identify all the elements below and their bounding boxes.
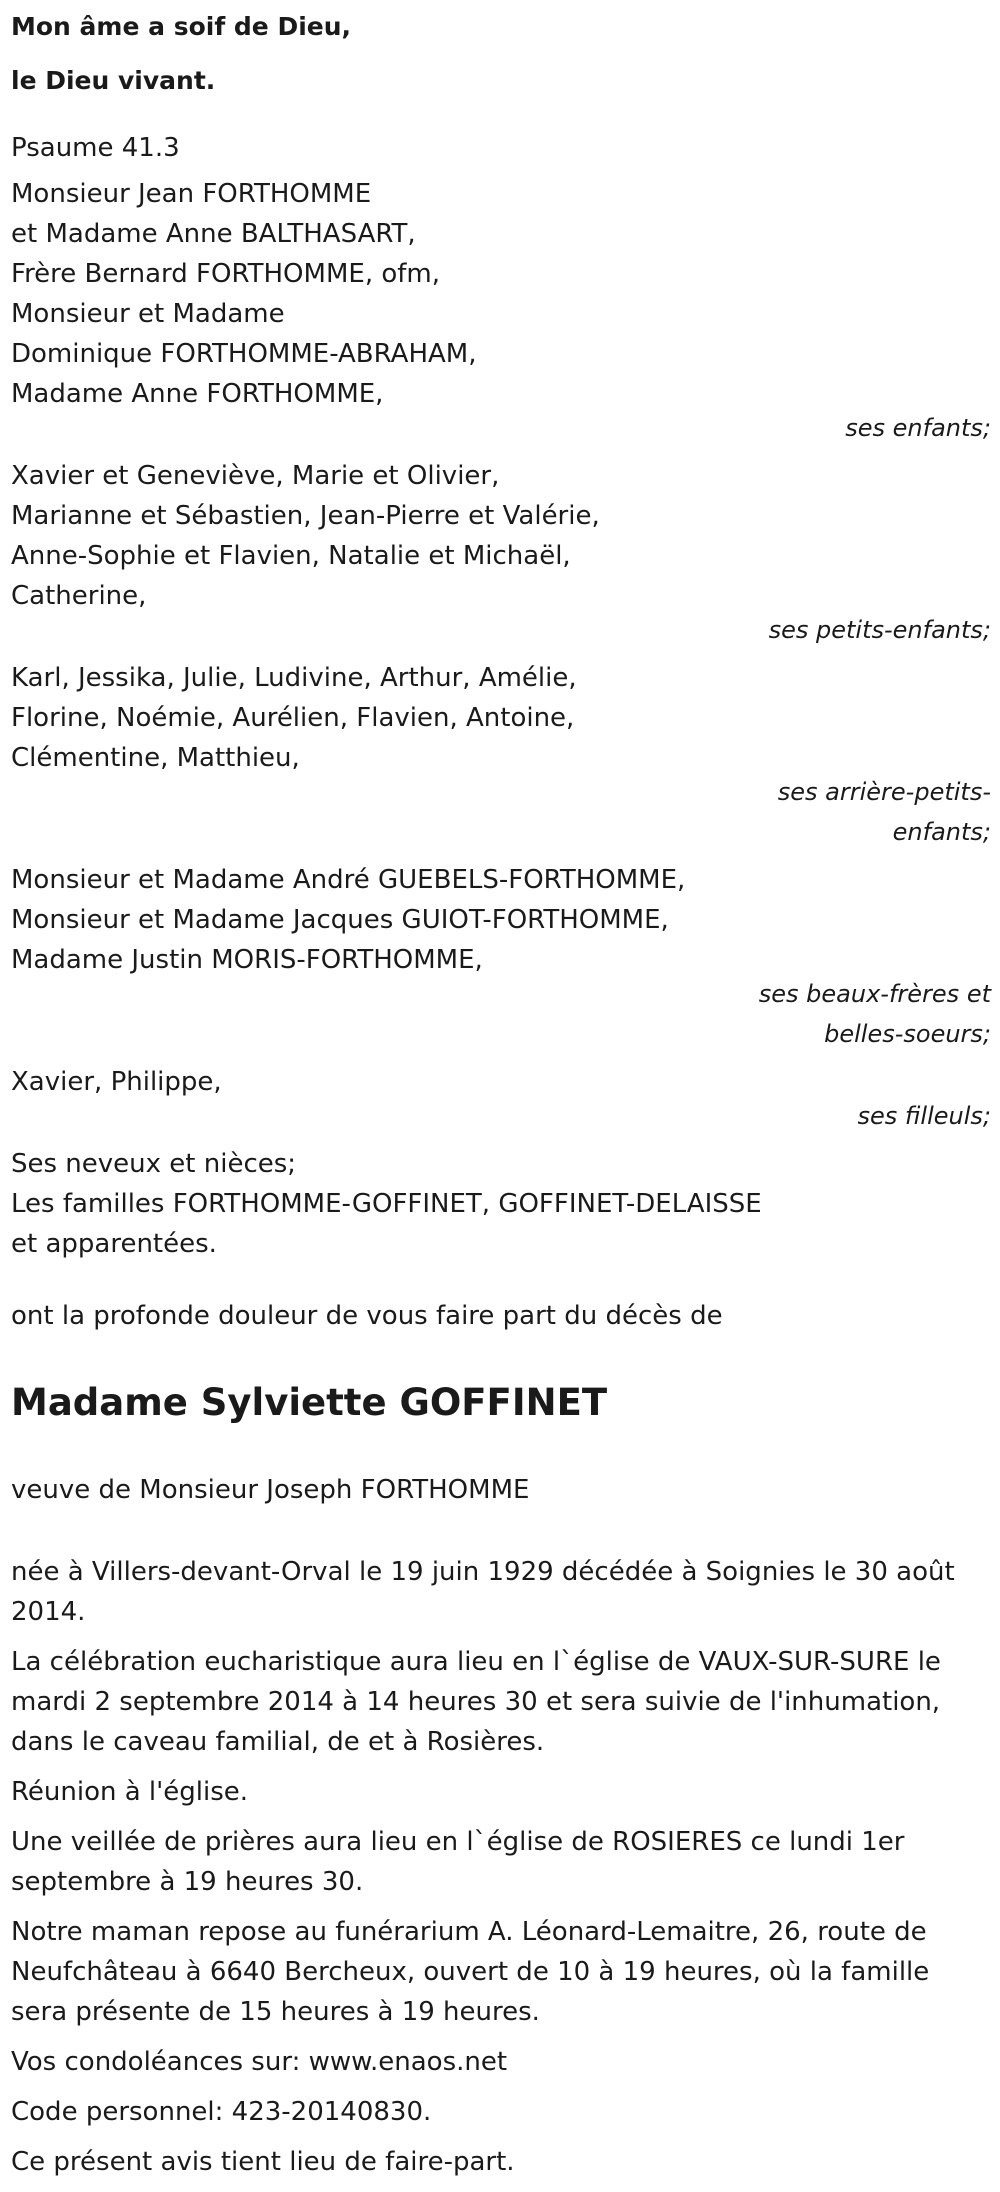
relation-line: ses arrière-petits- — [777, 778, 991, 806]
family-name-line: Madame Anne FORTHOMME, — [11, 379, 384, 409]
detail-line: Une veillée de prières aura lieu en l`église de ROSIERES ce lundi 1er — [11, 1827, 905, 1857]
deceased-name: Madame Sylviette GOFFINET — [11, 1381, 608, 1424]
relation-line: belles-soeurs; — [824, 1020, 991, 1048]
relation-line: ses filleuls; — [857, 1102, 991, 1130]
detail-line: Neufchâteau à 6640 Bercheux, ouvert de 10 à 19 heures, où la famille — [11, 1957, 930, 1987]
relation-line: ses enfants; — [845, 414, 991, 442]
detail-line: La célébration eucharistique aura lieu en l`église de VAUX-SUR-SURE le — [11, 1647, 941, 1677]
family-name-line: Xavier et Geneviève, Marie et Olivier, — [11, 461, 500, 491]
detail-line: dans le caveau familial, de et à Rosières. — [11, 1727, 545, 1757]
family-group-grandchildren — [11, 456, 991, 616]
detail-paragraph — [11, 1912, 991, 2032]
family-group-great-grandchildren — [11, 658, 991, 778]
personal-code-line: Code personnel: 423-20140830. — [11, 2097, 432, 2127]
detail-paragraph — [11, 1552, 991, 1632]
relation-label — [11, 974, 991, 1054]
detail-paragraph — [11, 1822, 991, 1902]
detail-paragraph — [11, 1772, 991, 1812]
family-name-line: Monsieur et Madame — [11, 299, 285, 329]
detail-line: sera présente de 15 heures à 19 heures. — [11, 1997, 540, 2027]
detail-paragraph — [11, 1642, 991, 1762]
epigraph-line: Mon âme a soif de Dieu, — [11, 12, 352, 41]
epigraph-line: le Dieu vivant. — [11, 66, 216, 95]
detail-line: septembre à 19 heures 30. — [11, 1867, 364, 1897]
condolences-line: Vos condoléances sur: www.enaos.net — [11, 2047, 508, 2077]
family-name-line: Madame Justin MORIS-FORTHOMME, — [11, 945, 483, 975]
family-name-line: Catherine, — [11, 581, 147, 611]
family-name-line: Monsieur et Madame Jacques GUIOT-FORTHOMME, — [11, 905, 669, 935]
relation-line: ses beaux-frères et — [758, 980, 991, 1008]
detail-line: 2014. — [11, 1597, 86, 1627]
family-closing-line: et apparentées. — [11, 1229, 217, 1259]
announcement-intro: ont la profonde douleur de vous faire part du décès de — [11, 1301, 723, 1331]
detail-line: née à Villers-devant-Orval le 19 juin 1929 décédée à Soignies le 30 août — [11, 1557, 955, 1587]
family-closing — [11, 1144, 991, 1264]
family-name-line: Marianne et Sébastien, Jean-Pierre et Valérie, — [11, 501, 600, 531]
family-closing-line: Ses neveux et nièces; — [11, 1149, 297, 1179]
family-name-line: Monsieur Jean FORTHOMME — [11, 179, 372, 209]
family-name-line: Anne-Sophie et Flavien, Natalie et Michaël, — [11, 541, 571, 571]
relation-label — [11, 1096, 991, 1136]
relation-label — [11, 408, 991, 448]
widow-of: veuve de Monsieur Joseph FORTHOMME — [11, 1475, 530, 1505]
family-name-line: Frère Bernard FORTHOMME, ofm, — [11, 259, 440, 289]
family-group-children — [11, 174, 991, 414]
relation-label — [11, 772, 991, 852]
epigraph — [11, 0, 991, 108]
detail-line: Réunion à l'église. — [11, 1777, 249, 1807]
detail-paragraph — [11, 2042, 991, 2082]
detail-paragraph — [11, 2142, 991, 2182]
relation-label — [11, 610, 991, 650]
psalm-reference: Psaume 41.3 — [11, 133, 180, 163]
family-name-line: Dominique FORTHOMME-ABRAHAM, — [11, 339, 477, 369]
obituary-notice — [11, 0, 991, 2192]
family-name-line: Clémentine, Matthieu, — [11, 743, 300, 773]
family-group-in-laws — [11, 860, 991, 980]
detail-paragraph — [11, 2092, 991, 2132]
closing-note: Ce présent avis tient lieu de faire-part. — [11, 2147, 515, 2177]
family-name-line: Xavier, Philippe, — [11, 1067, 222, 1097]
family-name-line: et Madame Anne BALTHASART, — [11, 219, 416, 249]
relation-line: ses petits-enfants; — [768, 616, 991, 644]
family-name-line: Florine, Noémie, Aurélien, Flavien, Antoine, — [11, 703, 575, 733]
detail-line: Notre maman repose au funérarium A. Léonard-Lemaitre, 26, route de — [11, 1917, 927, 1947]
detail-line: mardi 2 septembre 2014 à 14 heures 30 et sera suivie de l'inhumation, — [11, 1687, 941, 1717]
family-closing-line: Les familles FORTHOMME-GOFFINET, GOFFINET-DELAISSE — [11, 1189, 762, 1219]
funeral-details — [11, 1552, 991, 2182]
family-name-line: Monsieur et Madame André GUEBELS-FORTHOMME, — [11, 865, 686, 895]
family-name-line: Karl, Jessika, Julie, Ludivine, Arthur, Amélie, — [11, 663, 577, 693]
relation-line: enfants; — [892, 818, 991, 846]
